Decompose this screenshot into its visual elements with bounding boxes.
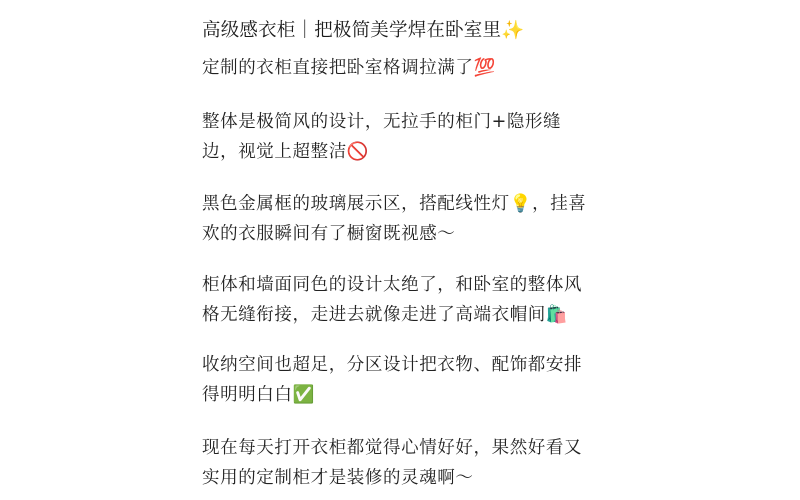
paragraph-line: 得明明白白✅ <box>202 385 315 405</box>
post-content <box>200 0 610 500</box>
post-paragraph <box>202 350 602 410</box>
paragraph-line: 欢的衣服瞬间有了橱窗既视感～ <box>202 224 456 244</box>
paragraph-line: 柜体和墙面同色的设计太绝了，和卧室的整体风 <box>202 275 583 295</box>
paragraph-line: 收纳空间也超足，分区设计把衣物、配饰都安排 <box>202 355 583 375</box>
post-title: 高级感衣柜｜把极简美学焊在卧室里✨ <box>202 20 525 41</box>
paragraph-line: 整体是极简风的设计，无拉手的柜门+隐形缝 <box>202 112 562 132</box>
paragraph-line: 黑色金属框的玻璃展示区，搭配线性灯💡，挂喜 <box>202 194 587 214</box>
paragraph-line: 边，视觉上超整洁🚫 <box>202 142 370 162</box>
post-paragraph <box>202 107 602 167</box>
paragraph-line: 实用的定制柜才是装修的灵魂啊～ <box>202 468 474 488</box>
post-paragraph <box>202 433 602 493</box>
post-paragraph <box>202 53 602 83</box>
paragraph-line: 定制的衣柜直接把卧室格调拉满了💯 <box>202 58 496 78</box>
post-paragraph <box>202 189 602 249</box>
post-paragraph <box>202 270 602 330</box>
paragraph-line: 现在每天打开衣柜都觉得心情好好，果然好看又 <box>202 438 583 458</box>
paragraph-line: 格无缝衔接，走进去就像走进了高端衣帽间🛍️ <box>202 305 569 325</box>
